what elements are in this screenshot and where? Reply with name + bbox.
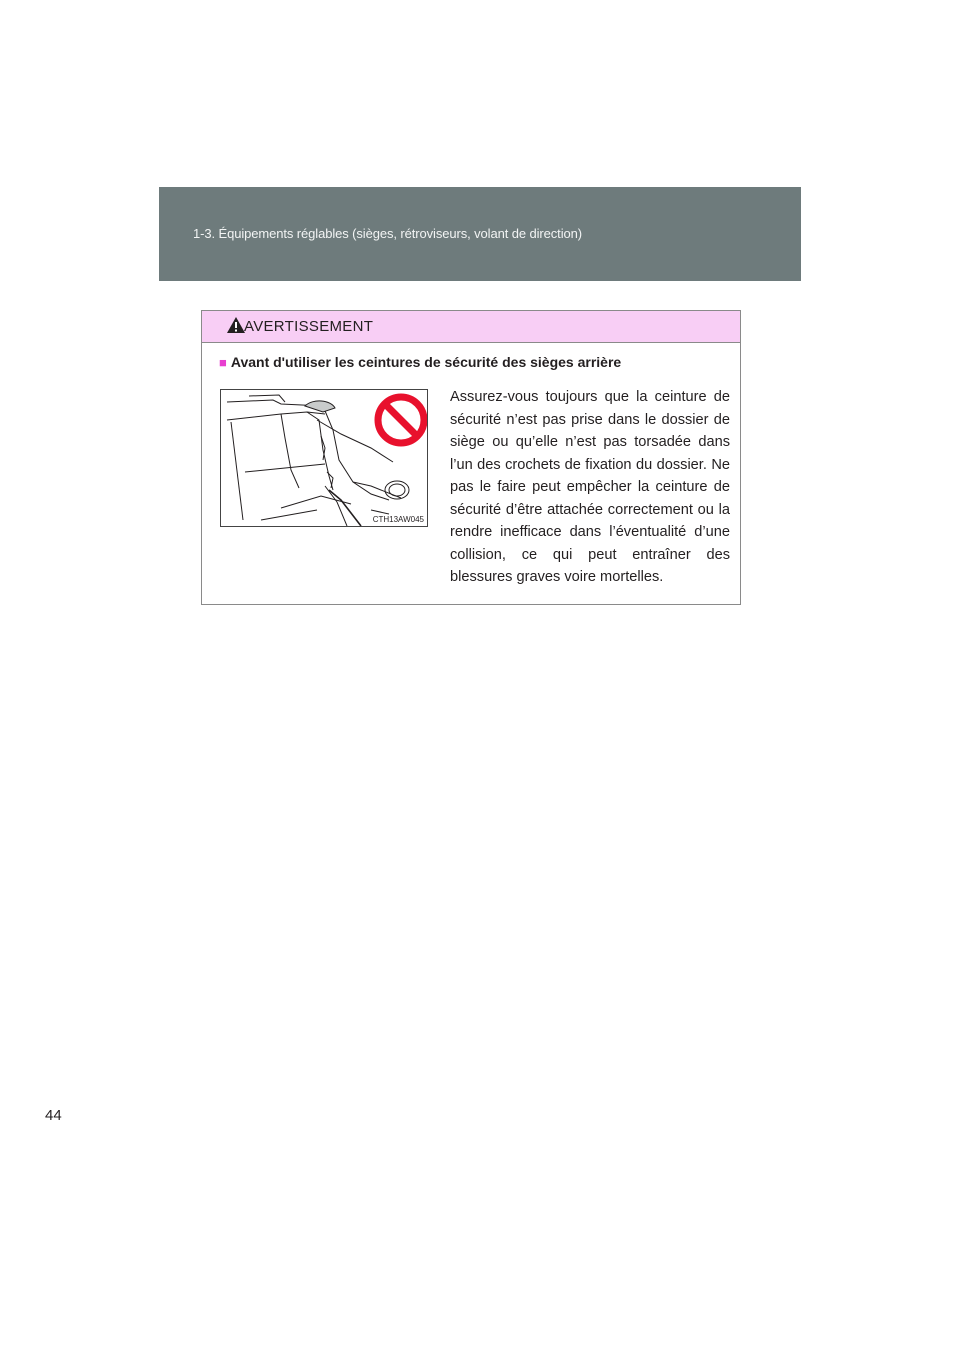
page-number: 44 — [45, 1107, 62, 1124]
warning-title: AVERTISSEMENT — [244, 318, 374, 335]
warning-triangle-icon — [226, 316, 246, 334]
warning-box — [201, 310, 741, 605]
seat-drawing — [221, 390, 428, 527]
prohibited-icon — [378, 397, 424, 443]
square-bullet-icon: ■ — [219, 355, 227, 370]
figure-code: CTH13AW045 — [372, 515, 424, 524]
warning-body-text: Assurez-vous toujours que la ceinture de sécurité n’est pas prise dans le dossier de siège ou qu’elle n’est pas torsadée dans l’un des crochets de fixation du dossier. Ne pas le faire peut empêcher la ceinture de sécurité d’être attachée correctement ou la rendre inefficace dans l’éventualité d’une collision, ce qui peut entraîner des blessures graves voire mortelles. — [450, 389, 730, 585]
section-title: 1-3. Équipements réglables (sièges, rétroviseurs, volant de direction) — [193, 226, 582, 241]
seatbelt-illustration — [220, 389, 428, 527]
section-header-band — [159, 187, 801, 281]
warning-header — [202, 311, 740, 343]
warning-subheading — [219, 354, 621, 370]
warning-subheading-text: Avant d'utiliser les ceintures de sécurité des sièges arrière — [230, 354, 622, 370]
